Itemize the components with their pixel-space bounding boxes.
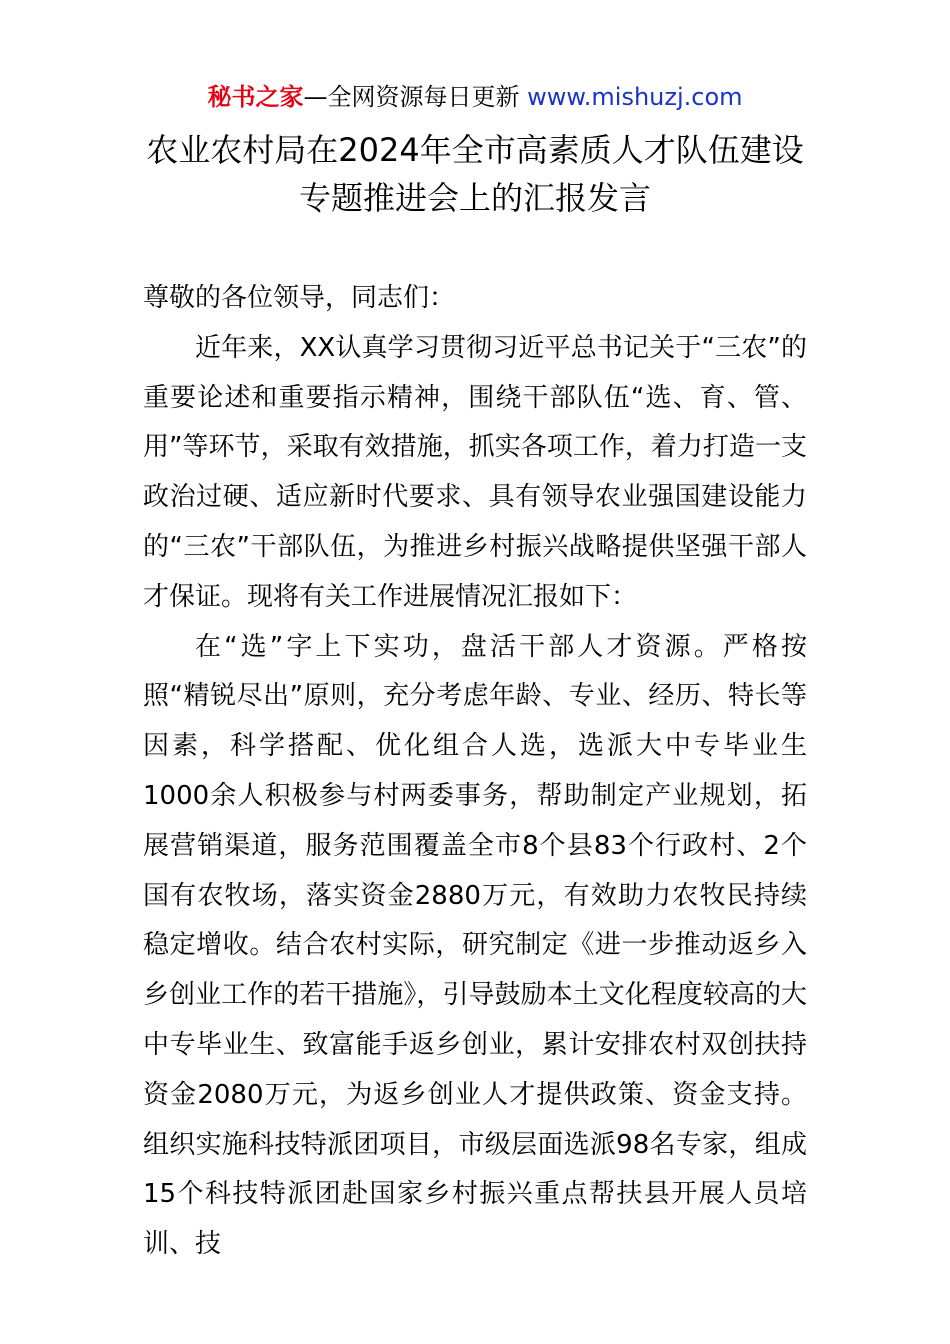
site-url-link[interactable]: www.mishuzj.com [527, 83, 743, 111]
brand-name: 秘书之家 [207, 83, 304, 111]
site-header [0, 80, 950, 114]
title-line-2: 专题推进会上的汇报发言 [298, 179, 651, 217]
document-body [143, 274, 807, 1270]
document-title [0, 126, 950, 222]
paragraph-selection: 在“选”字上下实功，盘活干部人才资源。严格按照“精锐尽出”原则，充分考虑年龄、专业、经历、特长等因素，科学搭配、优化组合人选，选派大中专毕业生1000余人积极参与村两委事务，帮助制定产业规划，拓展营销渠道，服务范围覆盖全市8个县83个行政村、2个国有农牧场，落实资金2880万元，有效助力农牧民持续稳定增收。结合农村实际，研究制定《进一步推动返乡入乡创业工作的若干措施》，引导鼓励本土文化程度较高的大中专毕业生、致富能手返乡创业，累计安排农村双创扶持资金2080万元，为返乡创业人才提供政策、资金支持。组织实施科技特派团项目，市级层面选派98名专家，组成15个科技特派团赴国家乡村振兴重点帮扶县开展人员培训、技 [143, 631, 807, 1260]
title-line-1: 农业农村局在2024年全市高素质人才队伍建设 [146, 131, 804, 169]
site-tagline: —全网资源每日更新 [303, 83, 520, 111]
paragraph-intro: 近年来，XX认真学习贯彻习近平总书记关于“三农”的重要论述和重要指示精神，围绕干部队伍“选、育、管、用”等环节，采取有效措施，抓实各项工作，着力打造一支政治过硬、适应新时代要求、具有领导农业强国建设能力的“三农”干部队伍，为推进乡村振兴战略提供坚强干部人才保证。现将有关工作进展情况汇报如下： [143, 332, 807, 612]
salutation: 尊敬的各位领导，同志们： [143, 283, 456, 313]
